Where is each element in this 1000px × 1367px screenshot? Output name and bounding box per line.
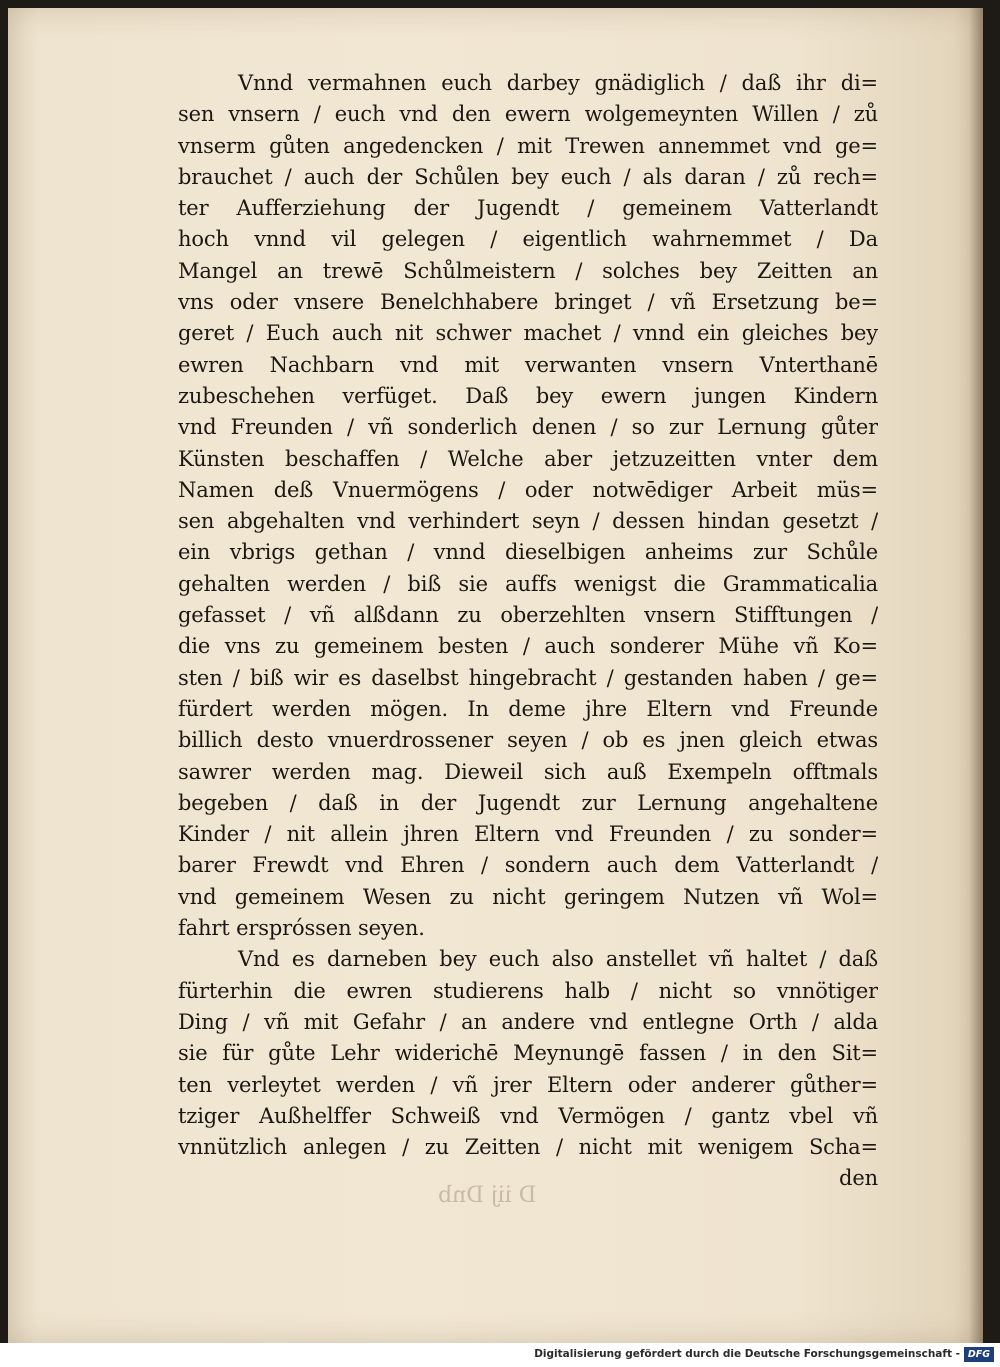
text-line: vnnützlich anlegen / zu Zeitten / nicht mit wenigem Scha= [178,1135,878,1160]
text-line: ter Aufferziehung der Jugendt / gemeinem Vatterlandt [178,196,878,221]
text-line: sten / biß wir es daselbst hingebracht / gestanden haben / ge= [178,665,878,690]
text-line: Namen deß Vnuermögens / oder notwēdiger Arbeit müs= [178,477,878,502]
text-line: Kinder / nit allein jhren Eltern vnd Freunden / zu sonder= [178,822,878,847]
text-line: tziger Außhelffer Schweiß vnd Vermögen / gantz vbel vñ [178,1103,878,1128]
dfg-logo: DFG [964,1347,994,1362]
text-line: barer Frewdt vnd Ehren / sondern auch dem Vatterlandt / [178,853,878,878]
bleed-through-text: D iij Dnb [438,1183,537,1208]
page-gutter-shadow [969,8,983,1343]
text-line: ewren Nachbarn vnd mit verwanten vnsern Vnterthanē [178,352,878,377]
text-line: Vnd es darneben bey euch also anstellet vñ haltet / daß [238,947,878,972]
footer-bar [0,1343,1000,1367]
text-block [178,68,878,1195]
footer-credit-text: Digitalisierung gefördert durch die Deutsche Forschungsgemeinschaft - [534,1348,960,1360]
text-line: billich desto vnuerdrossener seyen / ob es jnen gleich etwas [178,728,878,753]
text-line: vnd gemeinem Wesen zu nicht geringem Nutzen vñ Wol= [178,884,878,909]
text-line: Künsten beschaffen / Welche aber jetzuzeitten vnter dem [178,446,878,471]
text-line: ten verleytet werden / vñ jrer Eltern oder anderer gůther= [178,1072,878,1097]
text-line: begeben / daß in der Jugendt zur Lernung angehaltene [178,790,878,815]
text-line: zubeschehen verfüget. Daß bey ewern jungen Kindern [178,383,878,408]
book-page [8,8,983,1343]
text-line: Vnnd vermahnen euch darbey gnädiglich / daß ihr di= [238,71,878,95]
text-line: sie für gůte Lehr widerichē Meynungē fassen / in den Sit= [178,1041,878,1066]
text-line: vnd Freunden / vñ sonderlich denen / so zur Lernung gůter [178,415,878,440]
catchword: den [839,1166,878,1191]
text-line: fürdert werden mögen. In deme jhre Eltern vnd Freunde [178,696,878,721]
text-line: fürterhin die ewren studierens halb / nicht so vnnötiger [178,978,878,1003]
text-line: gehalten werden / biß sie auffs wenigst die Grammaticalia [178,571,878,596]
text-line: brauchet / auch der Schůlen bey euch / als daran / zů rech= [178,164,878,189]
text-line: Ding / vñ mit Gefahr / an andere vnd entlegne Orth / alda [178,1009,878,1034]
text-line: die vns zu gemeinem besten / auch sonderer Mühe vñ Ko= [178,634,878,659]
text-line: hoch vnnd vil gelegen / eigentlich wahrnemmet / Da [178,227,878,252]
text-line: sen vnsern / euch vnd den ewern wolgemeynten Willen / zů [178,102,878,127]
text-line: gefasset / vñ alßdann zu oberzehlten vnsern Stifftungen / [178,603,878,628]
text-line: Mangel an trewē Schůlmeistern / solches bey Zeitten an [178,258,878,283]
text-line: vnserm gůten angedencken / mit Trewen annemmet vnd ge= [178,133,878,158]
text-line: fahrt erspróssen seyen. [178,916,425,941]
text-line: geret / Euch auch nit schwer machet / vnnd ein gleiches bey [178,321,878,346]
text-line: sen abgehalten vnd verhindert seyn / dessen hindan gesetzt / [178,509,878,534]
text-line: ein vbrigs gethan / vnnd dieselbigen anheims zur Schůle [178,540,878,565]
text-line: sawrer werden mag. Dieweil sich auß Exempeln offtmals [178,759,878,784]
text-line: vns oder vnsere Benelchhabere bringet / vñ Ersetzung be= [178,290,878,315]
